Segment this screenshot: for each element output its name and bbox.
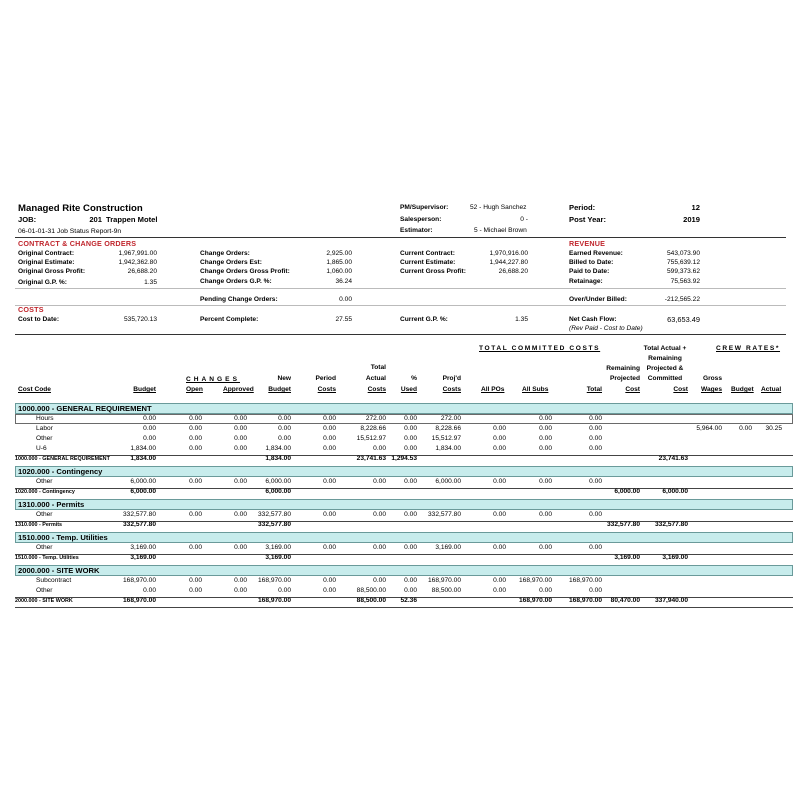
table-row [0,587,800,597]
pending-value: 0.00 [339,296,352,303]
tar-cell: 3,169.00 [662,554,688,561]
period-cell: 0.00 [323,544,336,551]
period-cell: 0.00 [323,577,336,584]
tar-header-3: Projected & [646,365,684,372]
change-orders-gp-pct-value: 36.24 [335,278,352,285]
original-estimate-value: 1,942,362.80 [118,259,157,266]
subtotal-row [0,521,800,531]
table-end-rule [15,607,793,608]
current-contract-label: Current Contract: [400,250,455,257]
retainage-label: Retainage: [569,278,603,285]
subs-cell: 0.00 [539,587,552,594]
period-cell: 0.00 [323,478,336,485]
total-actual-cell: 88,500.00 [356,587,386,594]
subs-cell: 168,970.00 [518,597,552,604]
cost-to-date-label: Cost to Date: [18,316,60,323]
percent-complete-value: 27.55 [335,316,352,323]
line-type: Other [36,435,53,442]
estimator-value: 5 - Michael Brown [474,227,527,234]
open-cell: 0.00 [189,587,202,594]
subs-cell: 0.00 [539,435,552,442]
pos-cell: 0.00 [493,544,506,551]
total-cell: 0.00 [589,445,602,452]
new-budget-cell: 168,970.00 [257,597,291,604]
total-cell: 168,970.00 [568,577,602,584]
cost-code-header: Cost Code [18,386,51,393]
pct-cell: 0.00 [404,478,417,485]
line-type: Other [36,511,53,518]
open-cell: 0.00 [189,478,202,485]
period-cell: 0.00 [323,587,336,594]
contract-divider [15,288,786,289]
new-budget-cell: 168,970.00 [257,577,291,584]
approved-cell: 0.00 [234,587,247,594]
table-row [0,415,800,425]
total-actual-cell: 0.00 [373,445,386,452]
pct-cell: 0.00 [404,577,417,584]
change-orders-gp-label: Change Orders Gross Profit: [200,268,290,275]
report-id: 06-01-01-31 Job Status Report-9n [18,228,122,235]
total-actual-cell: 272.00 [365,415,386,422]
new-budget-cell: 3,169.00 [265,544,291,551]
total-cell: 0.00 [589,511,602,518]
total-actual-cell: 0.00 [373,511,386,518]
change-orders-est-value: 1,865.00 [326,259,352,266]
pos-cell: 0.00 [493,425,506,432]
total-actual-cell: 0.00 [373,577,386,584]
open-cell: 0.00 [189,425,202,432]
period-header-1: Period [315,375,336,382]
total-actual-cell: 0.00 [373,478,386,485]
gross-header-2: Wages [700,386,722,393]
original-contract-label: Original Contract: [18,250,75,257]
tar-cell: 332,577.80 [654,521,688,528]
subtotal-label: 1510.000 - Temp. Utilities [15,555,79,561]
new-budget-cell: 1,834.00 [265,445,291,452]
pos-cell: 0.00 [493,511,506,518]
subs-cell: 0.00 [539,544,552,551]
budget-cell: 6,000.00 [130,478,156,485]
net-cash-value: 63,653.49 [667,315,700,324]
pct-header-1: % [411,375,417,382]
tar-cell: 23,741.63 [658,455,688,462]
budget-cell: 332,577.80 [122,511,156,518]
original-gp-pct-label: Original G.P. %: [18,279,67,286]
tar-header-5: Cost [673,386,688,393]
approved-cell: 0.00 [234,478,247,485]
total-cell: 0.00 [589,587,602,594]
new-budget-cell: 0.00 [278,425,291,432]
budget-cell: 168,970.00 [122,577,156,584]
new-budget-header-2: Budget [268,386,291,393]
post-year-label: Post Year: [569,215,607,224]
estimator-label: Estimator: [400,227,433,234]
pos-cell: 0.00 [493,445,506,452]
total-actual-cell: 23,741.63 [356,455,386,462]
current-gp-value: 26,688.20 [498,268,528,275]
budget-cell: 1,834.00 [130,445,156,452]
billed-label: Billed to Date: [569,259,614,266]
salesperson-label: Salesperson: [400,216,442,223]
subs-cell: 0.00 [539,478,552,485]
subtotal-label: 1000.000 - GENERAL REQUIREMENT [15,456,110,462]
table-row [0,435,800,445]
change-orders-value: 2,925.00 [326,250,352,257]
current-gp-pct-label: Current G.P. %: [400,316,448,323]
tar-cell: 6,000.00 [662,488,688,495]
subtotal-row [0,488,800,498]
current-estimate-label: Current Estimate: [400,259,456,266]
total-cell: 0.00 [589,415,602,422]
table-row [0,511,800,521]
tar-cell: 337,940.00 [654,597,688,604]
all-subs-header: All Subs [522,386,549,393]
subtotal-row [0,554,800,564]
costs-title: COSTS [18,305,44,314]
budget-cell: 332,577.80 [122,521,156,528]
tar-header-1: Total Actual + [643,345,687,352]
new-budget-cell: 0.00 [278,435,291,442]
subs-cell: 0.00 [539,425,552,432]
projd-cell: 332,577.80 [427,511,461,518]
header-divider [15,237,786,238]
gross-header-1: Gross [702,375,722,382]
pct-cell: 0.00 [404,415,417,422]
post-year-value: 2019 [683,215,700,224]
open-cell: 0.00 [189,577,202,584]
new-budget-cell: 1,834.00 [265,455,291,462]
original-gp-value: 26,688.20 [127,268,157,275]
pos-cell: 0.00 [493,435,506,442]
budget-cell: 0.00 [143,425,156,432]
change-orders-gp-pct-label: Change Orders G.P. %: [200,278,272,285]
subtotal-row [0,455,800,465]
tar-header-4: Committed [647,375,683,382]
new-budget-cell: 0.00 [278,415,291,422]
pct-cell: 0.00 [404,445,417,452]
pos-cell: 0.00 [493,577,506,584]
new-budget-cell: 0.00 [278,587,291,594]
remaining-header-1: Remaining [606,365,640,372]
projd-cell: 168,970.00 [427,577,461,584]
over-under-label: Over/Under Billed: [569,296,627,303]
projd-header-2: Costs [442,386,461,393]
total-cell: 0.00 [589,425,602,432]
approved-header: Approved [223,386,254,393]
open-cell: 0.00 [189,435,202,442]
projd-header-1: Proj'd [442,375,461,382]
current-gp-label: Current Gross Profit: [400,268,466,275]
paid-label: Paid to Date: [569,268,610,275]
remaining-cell: 3,169.00 [614,554,640,561]
period-header-2: Costs [317,386,336,393]
open-cell: 0.00 [189,511,202,518]
change-orders-gp-value: 1,060.00 [326,268,352,275]
net-cash-label: Net Cash Flow: [569,316,617,323]
pos-cell: 0.00 [493,478,506,485]
remaining-header-3: Cost [625,386,640,393]
crew-budget-header: Budget [731,386,754,393]
pct-header-2: Used [400,386,417,393]
pending-label: Pending Change Orders: [200,296,278,303]
open-cell: 0.00 [189,415,202,422]
section-header: 1020.000 - Contingency [15,466,793,477]
total-actual-header-1: Total [370,364,386,371]
budget-cell: 0.00 [143,415,156,422]
pending-divider [15,305,786,306]
new-budget-cell: 332,577.80 [257,511,291,518]
total-actual-cell: 88,500.00 [356,597,386,604]
projd-cell: 88,500.00 [431,587,461,594]
current-gp-pct-value: 1.35 [515,316,528,323]
net-cash-note: (Rev Paid - Cost to Date) [569,325,643,332]
cactual-cell: 30.25 [765,425,782,432]
subtotal-label: 2000.000 - SITE WORK [15,598,73,604]
total-cell: 0.00 [589,544,602,551]
job-number: 201 [89,215,102,224]
new-budget-cell: 6,000.00 [265,488,291,495]
projd-cell: 3,169.00 [435,544,461,551]
pos-cell: 0.00 [493,587,506,594]
projd-cell: 272.00 [440,415,461,422]
revenue-title: REVENUE [569,239,606,248]
paid-value: 599,373.62 [666,268,700,275]
section-header: 1510.000 - Temp. Utilities [15,532,793,543]
period-value: 12 [691,203,700,212]
original-estimate-label: Original Estimate: [18,259,75,266]
pct-cell: 1,294.53 [391,455,417,462]
cost-to-date-value: 535,720.13 [123,316,157,323]
all-pos-header: All POs [481,386,505,393]
budget-header: Budget [133,386,156,393]
line-type: Labor [36,425,53,432]
line-type: Other [36,544,53,551]
total-cell: 0.00 [589,478,602,485]
budget-cell: 6,000.00 [130,488,156,495]
line-type: Hours [36,415,54,422]
pm-label: PM/Supervisor: [400,204,449,211]
change-orders-label: Change Orders: [200,250,250,257]
budget-cell: 0.00 [143,587,156,594]
original-gp-label: Original Gross Profit: [18,268,86,275]
projd-cell: 6,000.00 [435,478,461,485]
budget-cell: 1,834.00 [130,455,156,462]
salesperson-value: 0 - [520,216,528,223]
total-header: Total [586,386,602,393]
pct-cell: 0.00 [404,435,417,442]
subtotal-label: 1310.000 - Permits [15,522,63,528]
pct-cell: 0.00 [404,544,417,551]
tar-header-2: Remaining [648,355,682,362]
total-actual-header-3: Costs [367,386,386,393]
wages-cell: 5,964.00 [696,425,722,432]
open-header: Open [186,386,203,393]
period-cell: 0.00 [323,435,336,442]
billed-value: 755,639.12 [666,259,700,266]
contract-title: CONTRACT & CHANGE ORDERS [18,239,137,248]
table-row [0,425,800,435]
original-gp-pct-value: 1.35 [144,279,157,286]
subtotal-label: 1020.000 - Contingency [15,489,75,495]
approved-cell: 0.00 [234,511,247,518]
line-type: Subcontract [36,577,72,584]
projd-cell: 15,512.97 [431,435,461,442]
pct-cell: 0.00 [404,425,417,432]
costs-divider [15,334,786,335]
subtotal-row [0,597,800,607]
retainage-value: 75,563.92 [670,278,700,285]
total-actual-cell: 15,512.97 [356,435,386,442]
approved-cell: 0.00 [234,577,247,584]
total-committed-header: TOTAL COMMITTED COSTS [479,345,601,352]
remaining-header-2: Projected [609,375,640,382]
subs-cell: 168,970.00 [518,577,552,584]
total-actual-header-2: Actual [365,375,386,382]
approved-cell: 0.00 [234,415,247,422]
earned-revenue-label: Earned Revenue: [569,250,623,257]
pm-value: 52 - Hugh Sanchez [470,204,527,211]
line-type: U-6 [36,445,47,452]
remaining-cell: 6,000.00 [614,488,640,495]
total-actual-cell: 0.00 [373,544,386,551]
remaining-cell: 332,577.80 [606,521,640,528]
table-row [0,478,800,488]
pct-cell: 0.00 [404,511,417,518]
crew-rates-header: CREW RATES* [716,345,781,352]
period-label: Period: [569,203,596,212]
new-budget-cell: 3,169.00 [265,554,291,561]
approved-cell: 0.00 [234,544,247,551]
pct-cell: 0.00 [404,587,417,594]
section-header: 1000.000 - GENERAL REQUIREMENT [15,403,793,414]
period-cell: 0.00 [323,415,336,422]
open-cell: 0.00 [189,544,202,551]
approved-cell: 0.00 [234,425,247,432]
pct-cell: 52.36 [400,597,417,604]
table-row [0,445,800,455]
original-contract-value: 1,967,991.00 [118,250,157,257]
new-budget-header-1: New [277,375,291,382]
remaining-cell: 80,470.00 [610,597,640,604]
cbudget-cell: 0.00 [739,425,752,432]
job-name: Trappen Motel [106,215,158,224]
period-cell: 0.00 [323,425,336,432]
current-contract-value: 1,970,916.00 [489,250,528,257]
total-cell: 168,970.00 [568,597,602,604]
new-budget-cell: 332,577.80 [257,521,291,528]
table-row [0,577,800,587]
subs-cell: 0.00 [539,415,552,422]
company-name: Managed Rite Construction [18,203,143,214]
approved-cell: 0.00 [234,445,247,452]
earned-revenue-value: 543,073.90 [666,250,700,257]
subs-cell: 0.00 [539,445,552,452]
total-cell: 0.00 [589,435,602,442]
open-cell: 0.00 [189,445,202,452]
line-type: Other [36,478,53,485]
budget-cell: 3,169.00 [130,544,156,551]
change-orders-est-label: Change Orders Est: [200,259,262,266]
period-cell: 0.00 [323,511,336,518]
projd-cell: 8,228.66 [435,425,461,432]
section-header: 2000.000 - SITE WORK [15,565,793,576]
projd-cell: 1,834.00 [435,445,461,452]
budget-cell: 0.00 [143,435,156,442]
over-under-value: -212,565.22 [664,296,700,303]
budget-cell: 3,169.00 [130,554,156,561]
crew-actual-header: Actual [761,386,782,393]
percent-complete-label: Percent Complete: [200,316,259,323]
new-budget-cell: 6,000.00 [265,478,291,485]
subs-cell: 0.00 [539,511,552,518]
section-header: 1310.000 - Permits [15,499,793,510]
changes-header: CHANGES [186,376,240,383]
job-label: JOB: [18,215,37,224]
total-actual-cell: 8,228.66 [360,425,386,432]
period-cell: 0.00 [323,445,336,452]
table-row [0,544,800,554]
approved-cell: 0.00 [234,435,247,442]
current-estimate-value: 1,944,227.80 [489,259,528,266]
line-type: Other [36,587,53,594]
budget-cell: 168,970.00 [122,597,156,604]
